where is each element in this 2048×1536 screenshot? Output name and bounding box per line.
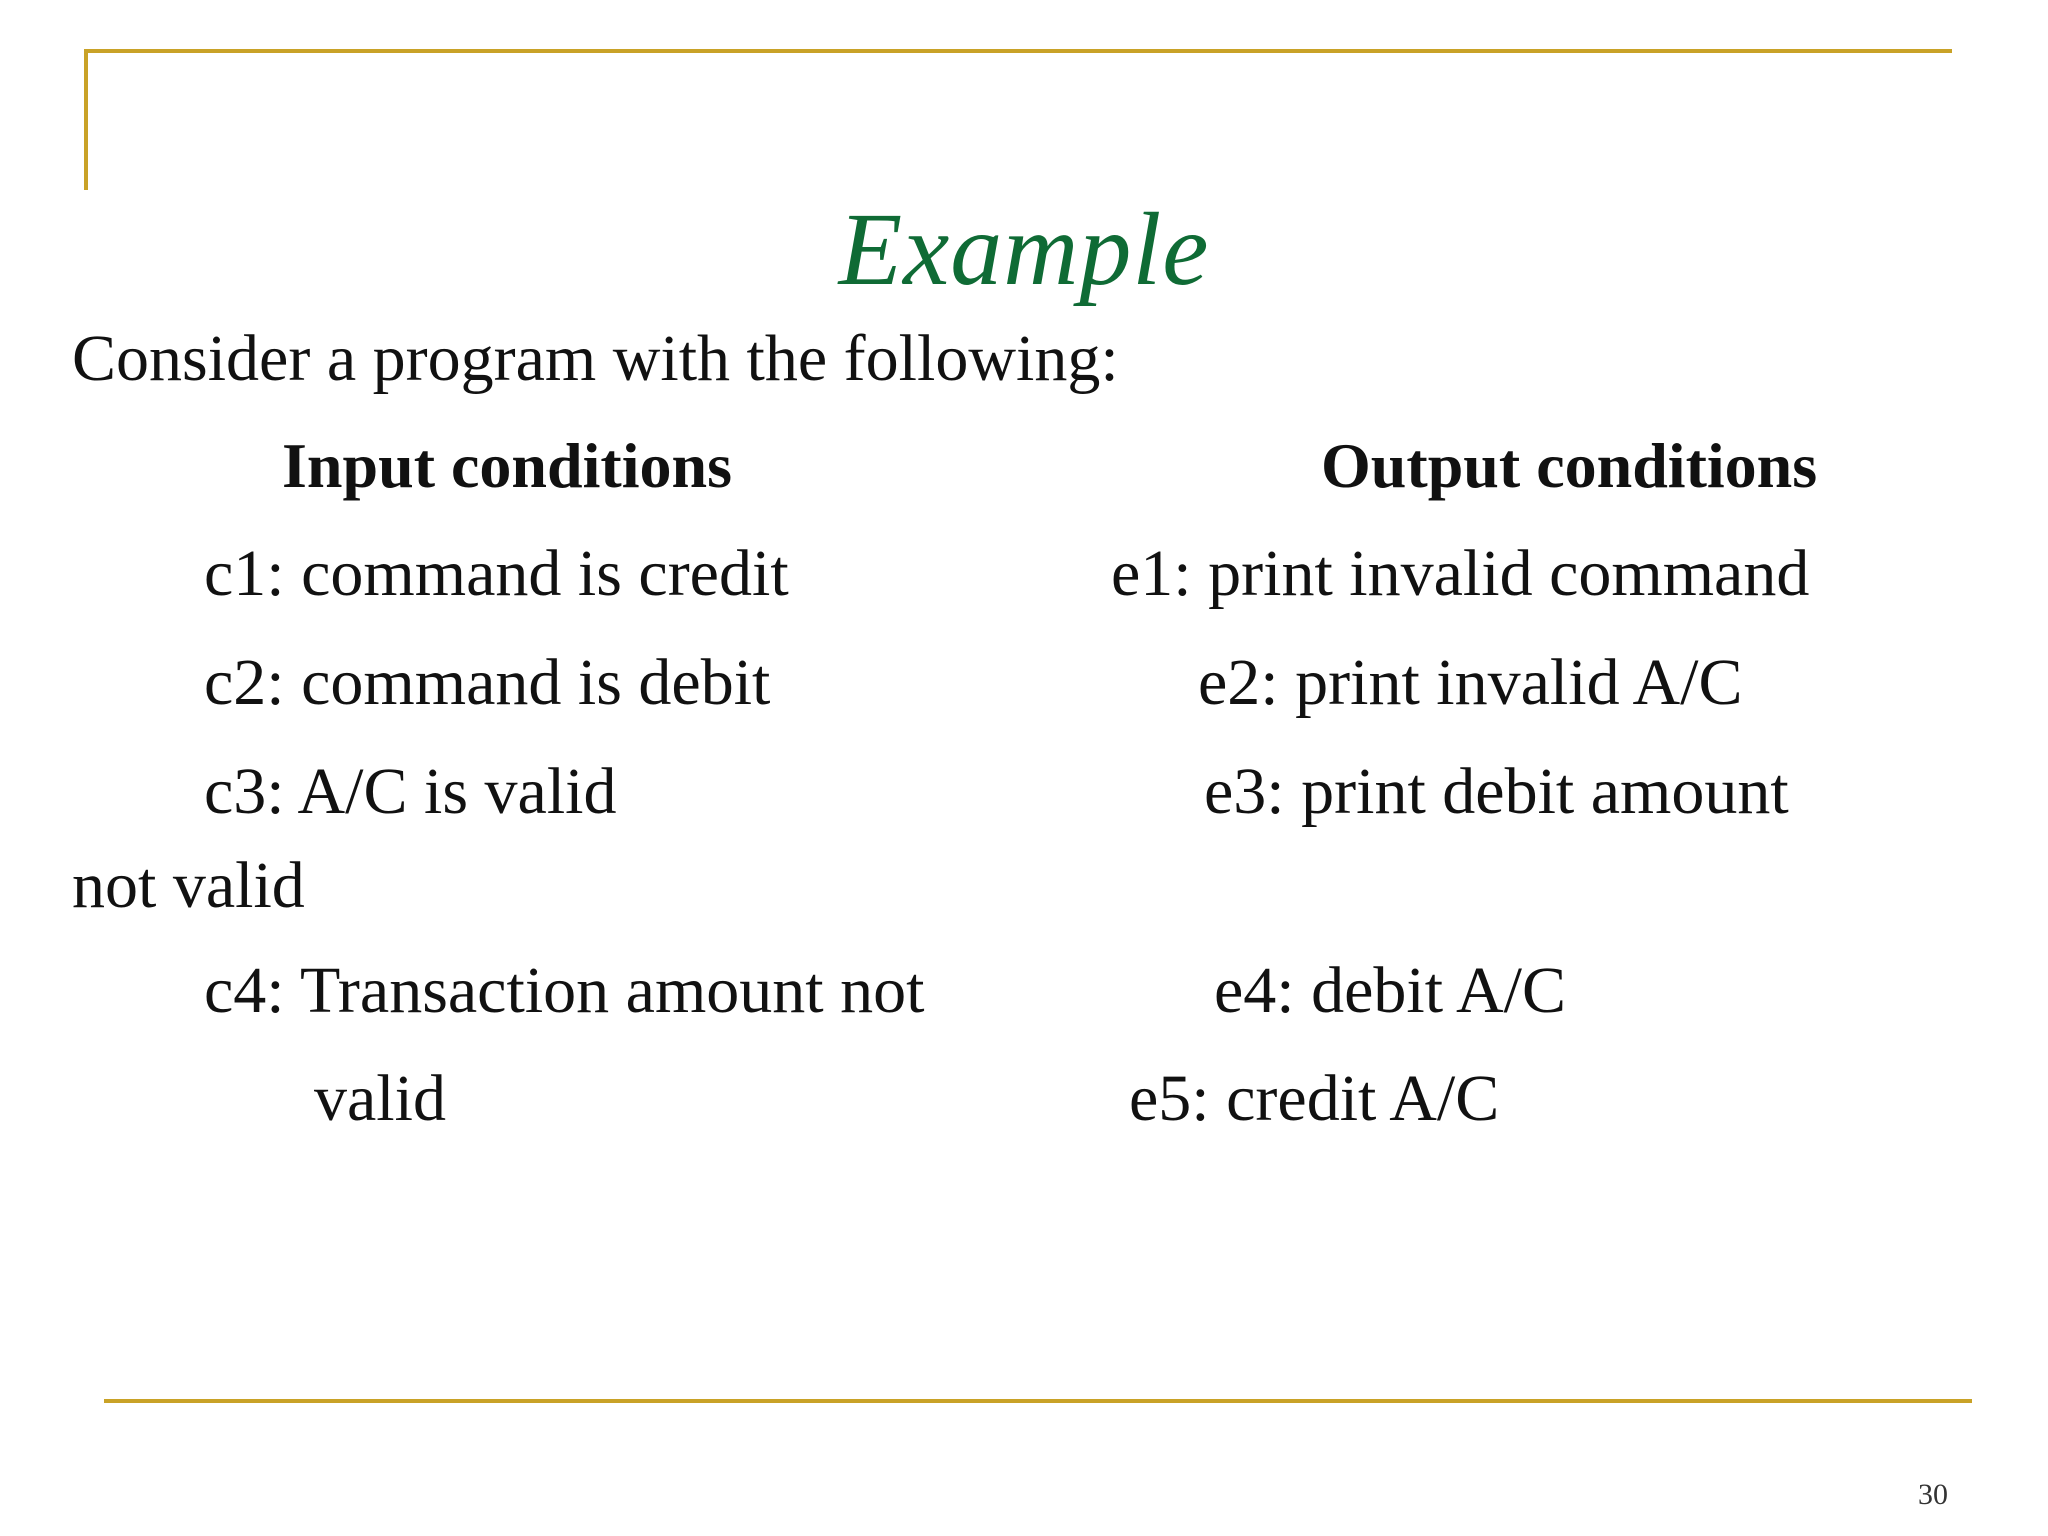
input-condition-c2: c2: command is debit xyxy=(204,646,771,719)
output-condition-e2: e2: print invalid A/C xyxy=(1198,646,1743,719)
intro-text: Consider a program with the following: xyxy=(72,322,1119,395)
input-condition-c4: c4: Transaction amount not xyxy=(204,954,925,1027)
left-border-line xyxy=(84,49,88,190)
bottom-divider-line xyxy=(104,1399,1972,1403)
output-condition-e5: e5: credit A/C xyxy=(1129,1062,1500,1135)
input-condition-c1: c1: command is credit xyxy=(204,537,789,610)
slide-title: Example xyxy=(838,192,1210,307)
output-conditions-heading: Output conditions xyxy=(1321,430,1818,501)
output-condition-e1: e1: print invalid command xyxy=(1111,537,1810,610)
input-conditions-heading: Input conditions xyxy=(282,430,732,501)
input-condition-c3-wrap: not valid xyxy=(72,849,305,922)
page-number: 30 xyxy=(1918,1478,1948,1511)
top-border-line xyxy=(84,49,1952,53)
output-condition-e3: e3: print debit amount xyxy=(1204,755,1789,828)
input-condition-c4-wrap: valid xyxy=(314,1062,446,1135)
output-condition-e4: e4: debit A/C xyxy=(1214,954,1566,1027)
input-condition-c3: c3: A/C is valid xyxy=(204,755,617,828)
